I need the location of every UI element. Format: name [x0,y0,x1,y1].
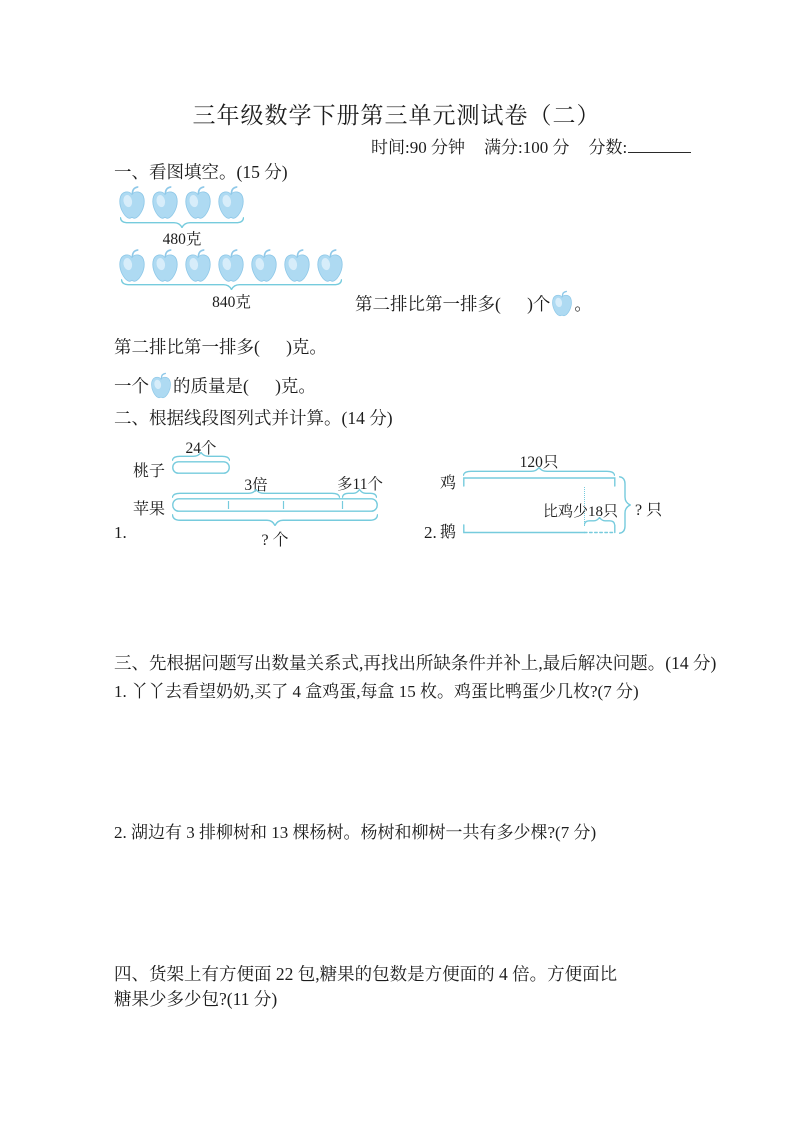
row1-weight-label: 480克 [162,231,202,248]
d2-less-label: 比鸡少18只 [543,504,619,520]
meta-full-score: 满分:100 分 [483,138,570,157]
d2-top-row-label: 鸡 [440,475,457,492]
d1-total-question: ? 个 [261,532,289,549]
d2-goose-bar [463,524,616,534]
section2-heading: 二、根据线段图列式并计算。(14 分) [114,408,393,428]
section3-item1: 1. 丫丫去看望奶奶,买了 4 盒鸡蛋,每盒 15 枚。鸡蛋比鸭蛋少几枚?(7 分) [114,682,639,701]
apple-icon [216,185,246,220]
apple-icon [315,248,345,283]
d1-bottom-row-label: 苹果 [133,501,166,518]
apple-icon [183,185,213,220]
apple-icon [117,248,147,283]
d1-top-value: 24个 [185,440,217,457]
apple-icon [216,248,246,283]
d1-total-underbrace [172,514,378,526]
d1-more-overbrace [342,489,377,498]
d1-times-overbrace [172,489,340,498]
d1-more-label: 多11个 [337,476,383,493]
paper-meta-line [371,133,691,158]
d1-top-row-label: 桃子 [133,463,166,480]
section4-heading: 四、货架上有方便面 22 包,糖果的包数是方便面的 4 倍。方便面比糖果少多少包?(11 分) [114,964,618,1009]
apple-icon [150,248,180,283]
meta-time: 时间:90 分钟 [371,138,465,157]
d2-number: 2. [424,523,437,542]
question-1: 第二排比第一排多( )个 。 [355,290,592,317]
question-3: 一个 的质量是( )克。 [114,372,316,399]
question-2: 第二排比第一排多( )克。 [114,337,327,357]
d2-chicken-bar [463,477,616,487]
apple-icon [183,248,213,283]
apple-icon [150,185,180,220]
d2-total-brace [619,476,631,534]
row2-underbrace [121,279,342,290]
d2-top-overbrace [463,467,615,476]
apple-icon [149,372,173,399]
section1-heading: 一、看图填空。(15 分) [114,162,288,182]
section3-item2: 2. 湖边有 3 排柳树和 13 棵杨树。杨树和柳树一共有多少棵?(7 分) [114,823,597,842]
row2-weight-label: 840克 [212,294,251,311]
d1-apple-bar [172,498,378,512]
meta-score-label: 分数: [588,133,691,158]
apple-icon [117,185,147,220]
page-title: 三年级数学下册第三单元测试卷（二） [192,103,601,128]
apple-icon [249,248,279,283]
apple-row-1 [117,185,246,220]
score-blank-line [628,138,691,153]
apple-icon [282,248,312,283]
d2-top-value: 120只 [519,454,559,471]
apple-icon [550,290,574,317]
d1-times-label: 3倍 [244,477,268,494]
d2-bottom-row-label: 鹅 [440,524,457,541]
d1-number: 1. [114,523,127,542]
d1-peach-bar [172,461,230,474]
d1-top-overbrace [172,452,230,461]
d2-total-question: ? 只 [635,502,663,519]
section3-heading: 三、先根据问题写出数量关系式,再找出所缺条件并补上,最后解决问题。(14 分) [114,653,717,673]
apple-row-2 [117,248,345,283]
